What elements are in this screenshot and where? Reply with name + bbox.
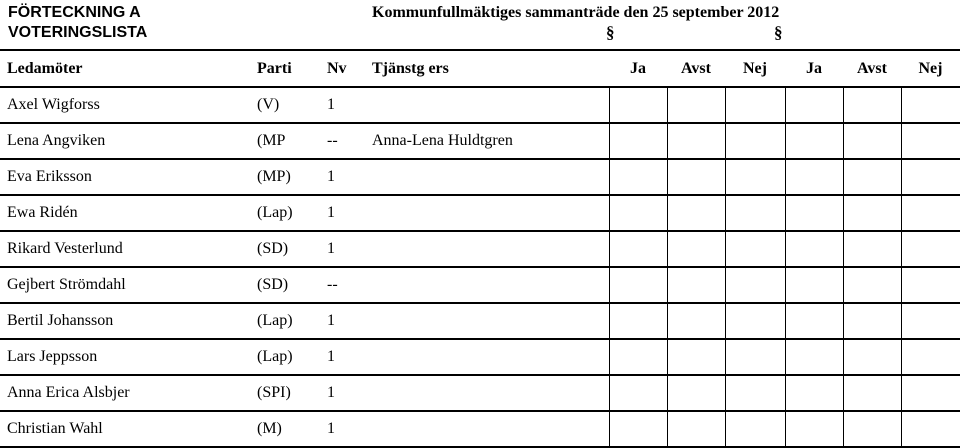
vote-nej-2 <box>901 87 960 123</box>
header-party: Parti <box>257 59 292 77</box>
paragraph-mark-1: § <box>606 23 615 42</box>
table-row <box>0 375 960 411</box>
vote-nej-2 <box>901 303 960 339</box>
member-name: Rikard Vesterlund <box>7 240 123 257</box>
member-name: Christian Wahl <box>7 420 103 437</box>
header-nv: Nv <box>327 59 347 77</box>
vote-nej-2 <box>901 159 960 195</box>
vote-avst-1 <box>667 123 725 159</box>
vote-avst-1 <box>667 303 725 339</box>
member-nv: -- <box>327 276 338 293</box>
table-row <box>0 87 960 123</box>
vote-ja-2 <box>785 267 843 303</box>
member-name: Ewa Ridén <box>7 204 78 221</box>
member-nv: 1 <box>327 420 335 437</box>
vote-nej-1 <box>725 375 785 411</box>
vote-nej-2 <box>901 123 960 159</box>
member-nv: 1 <box>327 96 335 113</box>
vote-nej-2 <box>901 375 960 411</box>
header-nej-1: Nej <box>743 59 767 77</box>
vote-nej-1 <box>725 339 785 375</box>
member-party: (SD) <box>257 240 289 257</box>
member-party: (SD) <box>257 276 289 293</box>
member-nv: 1 <box>327 312 335 329</box>
vote-nej-2 <box>901 195 960 231</box>
header-member: Ledamöter <box>7 59 83 77</box>
member-party: (Lap) <box>257 204 293 221</box>
member-party: (SPI) <box>257 384 291 401</box>
member-nv: 1 <box>327 240 335 257</box>
member-nv: 1 <box>327 348 335 365</box>
vote-avst-1 <box>667 339 725 375</box>
vote-avst-1 <box>667 375 725 411</box>
member-party: (Lap) <box>257 312 293 329</box>
member-nv: 1 <box>327 168 335 185</box>
member-party: (Lap) <box>257 348 293 365</box>
member-substitute <box>365 303 609 339</box>
member-party: (M) <box>257 420 282 437</box>
vote-avst-2 <box>843 195 901 231</box>
vote-ja-1 <box>609 375 667 411</box>
vote-nej-1 <box>725 411 785 447</box>
member-nv: 1 <box>327 384 335 401</box>
header-ja-1: Ja <box>630 59 646 77</box>
table-row <box>0 303 960 339</box>
table-row <box>0 195 960 231</box>
member-substitute <box>365 267 609 303</box>
vote-ja-2 <box>785 123 843 159</box>
member-substitute <box>365 231 609 267</box>
vote-avst-2 <box>843 159 901 195</box>
vote-nej-1 <box>725 87 785 123</box>
vote-ja-1 <box>609 87 667 123</box>
vote-ja-2 <box>785 87 843 123</box>
vote-avst-1 <box>667 231 725 267</box>
vote-ja-1 <box>609 123 667 159</box>
table-row <box>0 123 960 159</box>
vote-avst-2 <box>843 303 901 339</box>
vote-ja-1 <box>609 303 667 339</box>
vote-nej-1 <box>725 123 785 159</box>
header-nej-2: Nej <box>918 59 943 77</box>
vote-avst-2 <box>843 339 901 375</box>
member-substitute <box>365 375 609 411</box>
document-subtitle: VOTERINGSLISTA <box>8 24 148 41</box>
member-substitute <box>365 159 609 195</box>
member-name: Gejbert Strömdahl <box>7 276 126 293</box>
header-avst-1: Avst <box>681 59 711 77</box>
meeting-title: Kommunfullmäktiges sammanträde den 25 september 2012 <box>372 4 780 21</box>
vote-nej-1 <box>725 231 785 267</box>
member-rows <box>0 87 960 447</box>
member-name: Axel Wigforss <box>7 96 100 113</box>
vote-ja-1 <box>609 339 667 375</box>
vote-ja-1 <box>609 159 667 195</box>
vote-ja-1 <box>609 195 667 231</box>
member-party: (MP <box>257 132 286 149</box>
vote-ja-2 <box>785 303 843 339</box>
vote-avst-2 <box>843 87 901 123</box>
member-name: Bertil Johansson <box>7 312 114 329</box>
paragraph-mark-2: § <box>774 23 783 42</box>
vote-ja-2 <box>785 375 843 411</box>
vote-avst-2 <box>843 267 901 303</box>
member-substitute: Anna-Lena Huldtgren <box>372 132 513 149</box>
member-party: (V) <box>257 96 280 113</box>
vote-nej-2 <box>901 339 960 375</box>
header-ja-2: Ja <box>806 59 822 77</box>
vote-ja-1 <box>609 231 667 267</box>
header-substitute: Tjänstg ers <box>372 59 449 77</box>
vote-avst-1 <box>667 87 725 123</box>
vote-nej-1 <box>725 303 785 339</box>
member-substitute <box>365 411 609 447</box>
voting-table <box>0 51 960 448</box>
table-row <box>0 339 960 375</box>
vote-avst-2 <box>843 411 901 447</box>
vote-ja-2 <box>785 159 843 195</box>
document-title: FÖRTECKNING A <box>8 4 141 21</box>
vote-avst-1 <box>667 195 725 231</box>
vote-nej-1 <box>725 159 785 195</box>
vote-nej-2 <box>901 411 960 447</box>
vote-avst-2 <box>843 375 901 411</box>
vote-avst-1 <box>667 159 725 195</box>
column-header-row <box>0 51 960 87</box>
vote-nej-1 <box>725 195 785 231</box>
member-name: Lena Angviken <box>7 132 106 149</box>
header-avst-2: Avst <box>857 59 887 77</box>
member-name: Anna Erica Alsbjer <box>7 384 130 401</box>
vote-ja-1 <box>609 267 667 303</box>
member-substitute <box>365 87 609 123</box>
vote-avst-1 <box>667 267 725 303</box>
table-row <box>0 267 960 303</box>
vote-nej-2 <box>901 231 960 267</box>
table-row <box>0 231 960 267</box>
vote-ja-2 <box>785 195 843 231</box>
vote-ja-2 <box>785 339 843 375</box>
vote-nej-1 <box>725 267 785 303</box>
vote-ja-2 <box>785 411 843 447</box>
vote-ja-2 <box>785 231 843 267</box>
member-substitute <box>365 195 609 231</box>
member-nv: 1 <box>327 204 335 221</box>
member-name: Lars Jeppsson <box>7 348 98 365</box>
member-nv: -- <box>327 132 338 149</box>
vote-avst-1 <box>667 411 725 447</box>
table-row <box>0 159 960 195</box>
vote-nej-2 <box>901 267 960 303</box>
vote-avst-2 <box>843 123 901 159</box>
member-name: Eva Eriksson <box>7 168 92 185</box>
vote-ja-1 <box>609 411 667 447</box>
table-row <box>0 411 960 447</box>
vote-avst-2 <box>843 231 901 267</box>
member-party: (MP) <box>257 168 291 185</box>
member-substitute <box>365 339 609 375</box>
